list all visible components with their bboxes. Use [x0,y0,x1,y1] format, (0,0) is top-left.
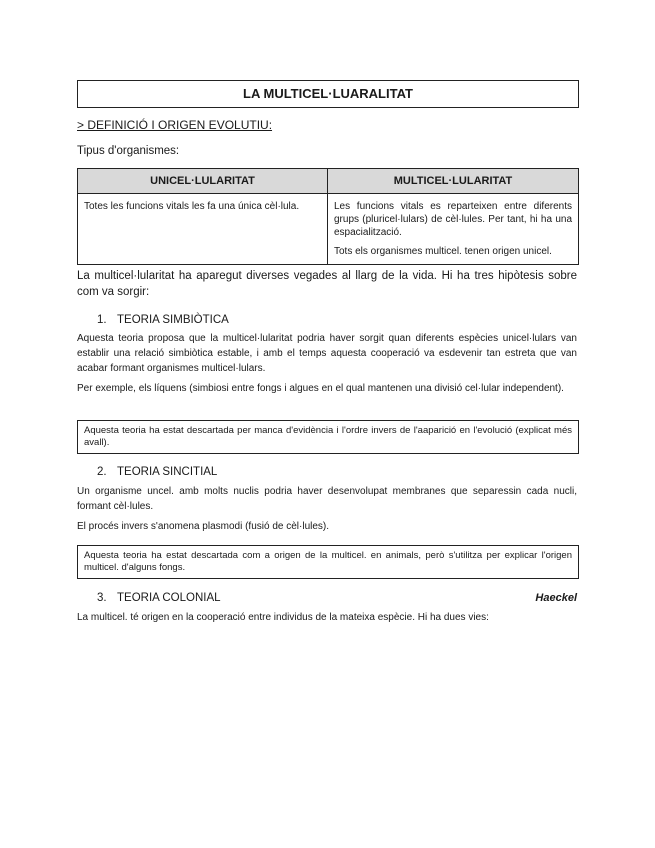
theory-1-heading [97,314,229,326]
comparison-table [77,168,579,265]
theory-1-note: Aquesta teoria ha estat descartada per manca d'evidència i l'ordre invers de l'aaparició en l'evolució (explicat més avall). [77,420,579,454]
theory-3-heading [97,592,221,604]
theory-3-number: 3. [97,592,107,604]
theory-3-name: TEORIA COLONIAL [117,592,221,604]
theory-2-name: TEORIA SINCITIAL [117,466,218,478]
table-header-multicel: MULTICEL·LULARITAT [328,169,579,194]
theory-2-note: Aquesta teoria ha estat descartada com a origen de la multicel. en animals, però s'utilitza per explicar l'origen multicel. d'alguns fongs. [77,545,579,579]
page-title: LA MULTICEL·LUARALITAT [77,80,579,108]
unicel-description: Totes les funcions vitals les fa una única cèl·lula. [84,201,300,212]
theory-3-paragraph-1: La multicel. té origen en la cooperació entre individus de la mateixa espècie. Hi ha dues vies: [77,612,489,623]
section-heading: > DEFINICIÓ I ORIGEN EVOLUTIU: [77,118,273,132]
theory-1-name: TEORIA SIMBIÒTICA [117,314,229,326]
types-label: Tipus d'organismes: [77,145,180,157]
theory-3-author: Haeckel [535,592,577,604]
theory-1-number: 1. [97,314,107,326]
theory-2-heading [97,466,217,478]
theory-2-number: 2. [97,466,107,478]
multicel-description: Les funcions vitals es reparteixen entre diferents grups (pluricel·lulars) de cèl·lules. Per tant, hi ha una espacialització. [334,201,572,238]
table-header-unicel: UNICEL·LULARITAT [78,169,328,194]
theory-1-paragraph-2: Per exemple, els líquens (simbiosi entre fongs i algues en el qual mantenen una divisió cel·lular independent). [77,383,564,394]
theory-2-paragraph-2: El procés invers s'anomena plasmodi (fusió de cèl·lules). [77,521,330,532]
table-cell-multicel [328,194,579,265]
theory-1-paragraph-1: Aquesta teoria proposa que la multicel·lularitat podria haver sorgit quan diferents espècies unicel·lulars van establir una relació simbiòtica estable, i amb el temps aquesta cooperació va esdevenir tan estreta que van acabar formant organismes multicel·lulars. [77,333,577,374]
multicel-origin: Tots els organismes multicel. tenen origen unicel. [334,246,552,257]
table-cell-unicel [78,194,328,265]
theory-2-paragraph-1: Un organisme uncel. amb molts nuclis podria haver desenvolupat membranes que separessin cada nucli, formant cèl·lules. [77,486,577,512]
intro-paragraph: La multicel·lularitat ha aparegut diverses vegades al llarg de la vida. Hi ha tres hipòtesis sobre com va sorgir: [77,270,577,298]
